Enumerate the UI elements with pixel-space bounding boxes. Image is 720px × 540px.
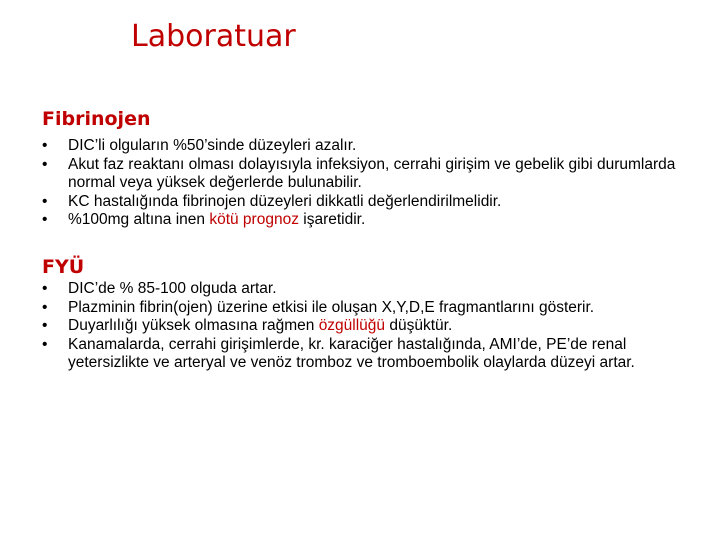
list-item-text: Akut faz reaktanı olması dolayısıyla infeksiyon, cerrahi girişim ve gebelik gibi durumlarda normal veya yüksek değerlerde bulunabilir.: [68, 155, 676, 191]
bullet-icon: •: [42, 155, 48, 173]
list-item-text-pre: Duyarlılığı yüksek olmasına rağmen: [68, 317, 319, 334]
slide-title: Laboratuar: [131, 19, 296, 54]
list-item-text: DIC’de % 85-100 olguda artar.: [68, 280, 277, 297]
bullet-icon: •: [42, 211, 48, 228]
list-item-text: Plazminin fibrin(ojen) üzerine etkisi ile oluşan X,Y,D,E fragmantlarını gösterir.: [68, 298, 595, 316]
list-item: [42, 193, 702, 212]
list-item-text-post: düşüktür.: [385, 317, 453, 334]
list-item-text: DIC’li olguların %50’sinde düzeyleri azalır.: [68, 137, 357, 154]
section-heading-fibrinojen: Fibrinojen: [42, 108, 151, 130]
fyu-list: [42, 280, 702, 373]
bullet-icon: •: [42, 280, 48, 297]
list-item-text-pre: %100mg altına inen: [68, 211, 210, 228]
bullet-icon: •: [42, 335, 48, 353]
list-item: [42, 299, 702, 318]
bullet-icon: •: [42, 317, 48, 334]
section-heading-fyu: FYÜ: [42, 256, 85, 278]
list-item: [42, 156, 702, 193]
highlight-text: özgüllüğü: [318, 317, 386, 334]
list-item: [42, 137, 702, 156]
list-item: [42, 317, 702, 336]
fibrinojen-list: [42, 137, 702, 230]
list-item: [42, 280, 702, 299]
list-item-text-post: işaretidir.: [298, 211, 366, 228]
highlight-text: kötü prognoz: [209, 211, 299, 228]
bullet-icon: •: [42, 137, 48, 154]
list-item: [42, 336, 702, 373]
list-item: [42, 211, 702, 230]
list-item-text: KC hastalığında fibrinojen düzeyleri dikkatli değerlendirilmelidir.: [68, 192, 502, 210]
bullet-icon: •: [42, 192, 48, 210]
list-item-text: Kanamalarda, cerrahi girişimlerde, kr. karaciğer hastalığında, AMI’de, PE’de renal yetersizlikte ve arteryal ve venöz tromboz ve tromboembolik olaylarda düzeyi artar.: [68, 335, 635, 371]
bullet-icon: •: [42, 298, 48, 316]
